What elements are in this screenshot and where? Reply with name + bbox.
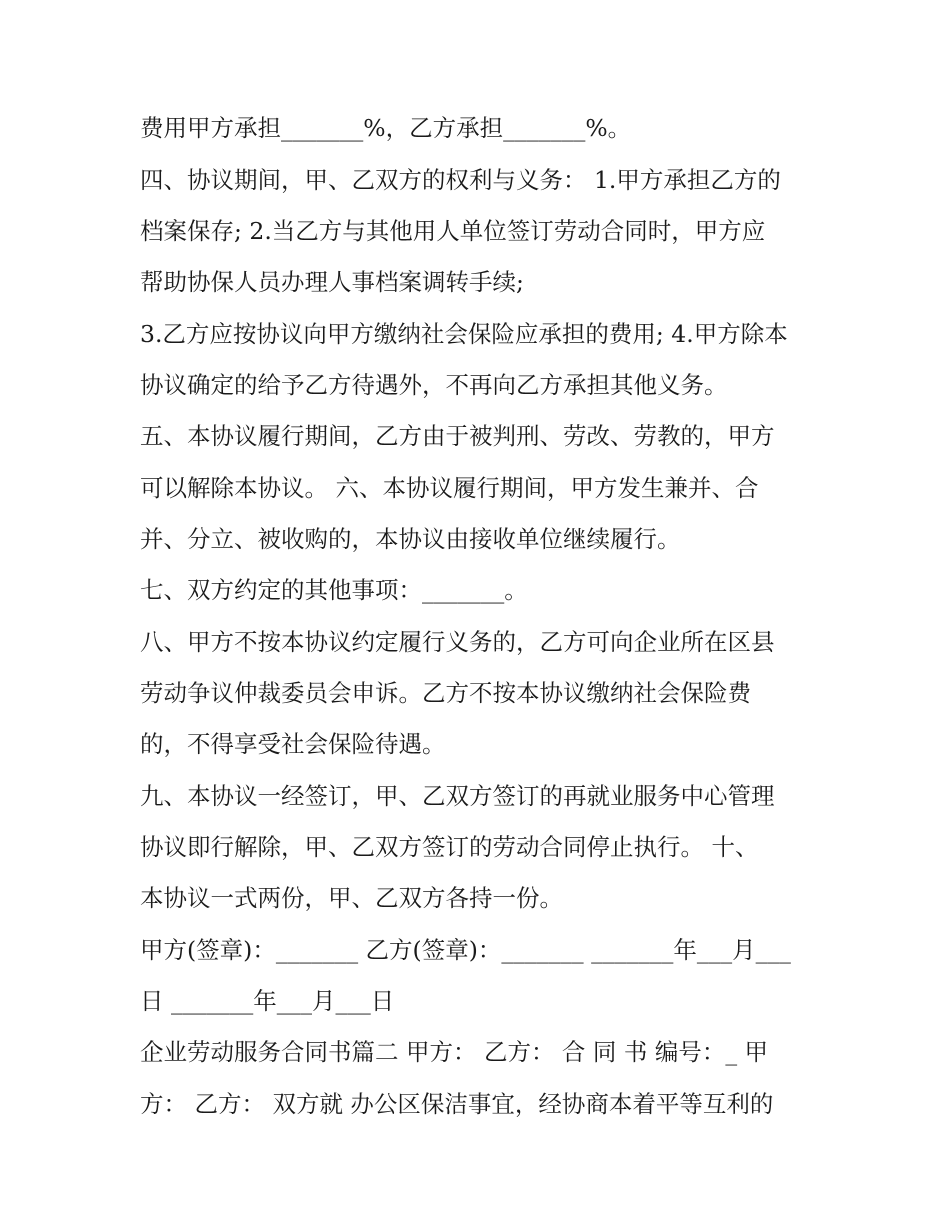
- text-line: 方： 乙方： 双方就 办公区保洁事宜，经协商本着平等互利的: [140, 1090, 774, 1118]
- text-line: 帮助协保人员办理人事档案调转手续;: [140, 268, 524, 296]
- text-line: 五、本协议履行期间，乙方由于被判刑、劳改、劳教的，甲方: [140, 422, 775, 450]
- text-line: 企业劳动服务合同书篇二 甲方： 乙方： 合 同 书 编号：_ 甲: [140, 1038, 769, 1066]
- text-line: 的，不得享受社会保险待遇。: [140, 730, 446, 758]
- text-line: 并、分立、被收购的，本协议由接收单位继续履行。: [140, 525, 681, 553]
- text-line: 协议即行解除，甲、乙双方签订的劳动合同停止执行。 十、: [140, 833, 759, 861]
- text-line: 九、本协议一经签订，甲、乙双方签订的再就业服务中心管理: [140, 782, 775, 810]
- text-line: 四、协议期间，甲、乙双方的权利与义务： 1.甲方承担乙方的: [140, 166, 781, 194]
- text-line: 可以解除本协议。 六、本协议履行期间，甲方发生兼并、合: [140, 474, 759, 502]
- text-line: 费用甲方承担_______%，乙方承担_______%。: [140, 114, 632, 142]
- text-line: 档案保存; 2.当乙方与其他用人单位签订劳动合同时，甲方应: [140, 217, 766, 245]
- text-line: 劳动争议仲裁委员会申诉。乙方不按本协议缴纳社会保险费: [140, 679, 751, 707]
- text-line: 3.乙方应按协议向甲方缴纳社会保险应承担的费用; 4.甲方除本: [140, 320, 788, 348]
- text-line: 协议确定的给予乙方待遇外，不再向乙方承担其他义务。: [140, 371, 728, 399]
- text-line: 七、双方约定的其他事项：_______。: [140, 576, 528, 604]
- text-line: 八、甲方不按本协议约定履行义务的，乙方可向企业所在区县: [140, 628, 775, 656]
- text-line: 甲方(签章)：_______ 乙方(签章)：_______ _______年___月___: [140, 936, 791, 964]
- text-line: 本协议一式两份，甲、乙双方各持一份。: [140, 884, 563, 912]
- text-line: 日 _______年___月___日: [140, 987, 395, 1015]
